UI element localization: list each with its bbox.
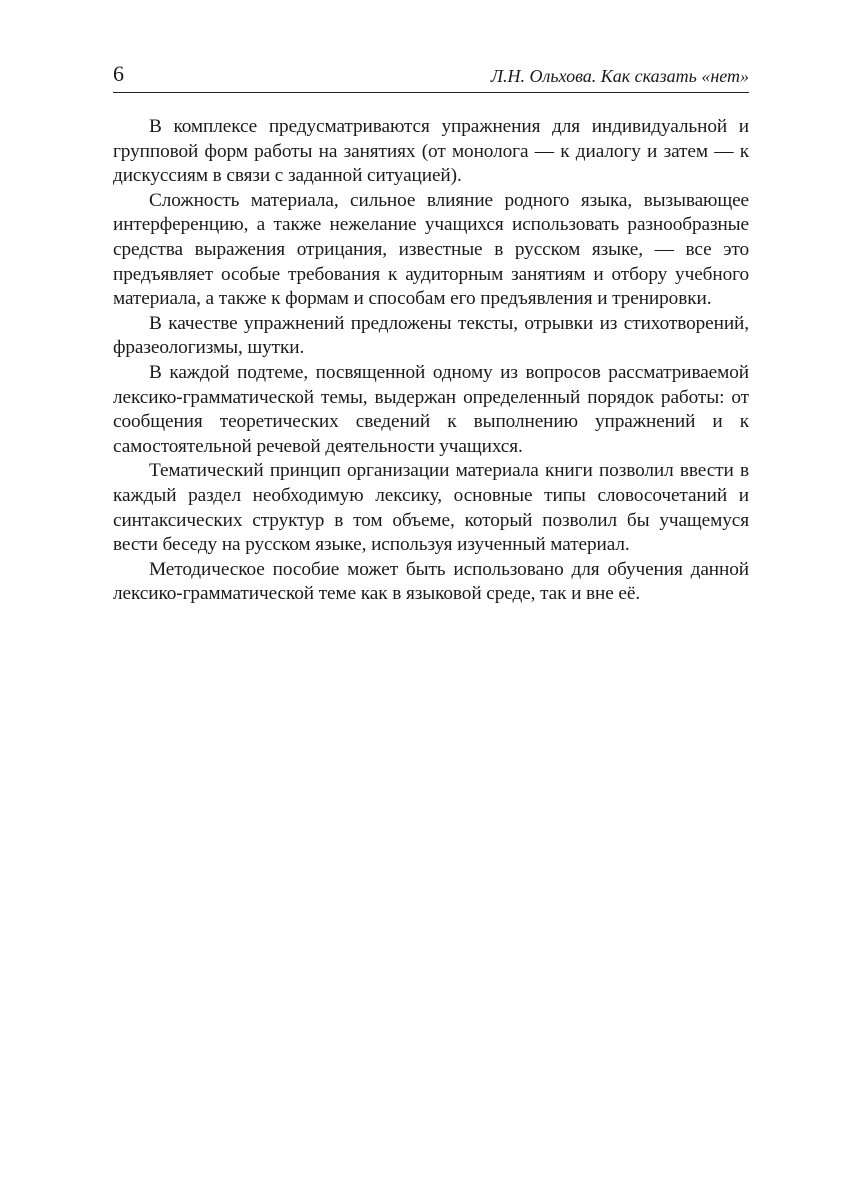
paragraph-3: В качестве упражнений предложены тексты, отрывки из стихотворений, фразеологизмы, шутки.	[113, 312, 749, 359]
body-text	[113, 115, 749, 607]
paragraph-2: Сложность материала, сильное влияние родного языка, вызывающее интерференцию, а также нежелание учащихся использовать разнообразные средства выражения отрицания, известные в русском языке, — все это предъявляет особые требования к аудиторным занятиям и отбору учебного материала, а также к формам и способам его предъявления и тренировки.	[113, 189, 749, 310]
paragraph-5: Тематический принцип организации материала книги позволил ввести в каждый раздел необходимую лексику, основные типы словосочетаний и синтаксических структур в том объеме, который позволил бы учащемуся вести беседу на русском языке, используя изученный материал.	[113, 460, 749, 556]
paragraph-1: В комплексе предусматриваются упражнения для индивидуальной и групповой форм работы на занятиях (от монолога — к диалогу и затем — к дискуссиям в связи с заданной ситуацией).	[113, 116, 749, 187]
running-title: Л.Н. Ольхова. Как сказать «нет»	[490, 66, 749, 86]
paragraph-6: Методическое пособие может быть использовано для обучения данной лексико-грамматической теме как в языковой среде, так и вне её.	[113, 558, 749, 605]
running-header	[113, 58, 749, 93]
page-number: 6	[113, 61, 124, 86]
paragraph-4: В каждой подтеме, посвященной одному из вопросов рассматриваемой лексико-грамматической темы, выдержан определенный порядок работы: от сообщения теоретических сведений к выполнению упражнений и к самостоятельной речевой деятельности учащихся.	[113, 361, 749, 457]
